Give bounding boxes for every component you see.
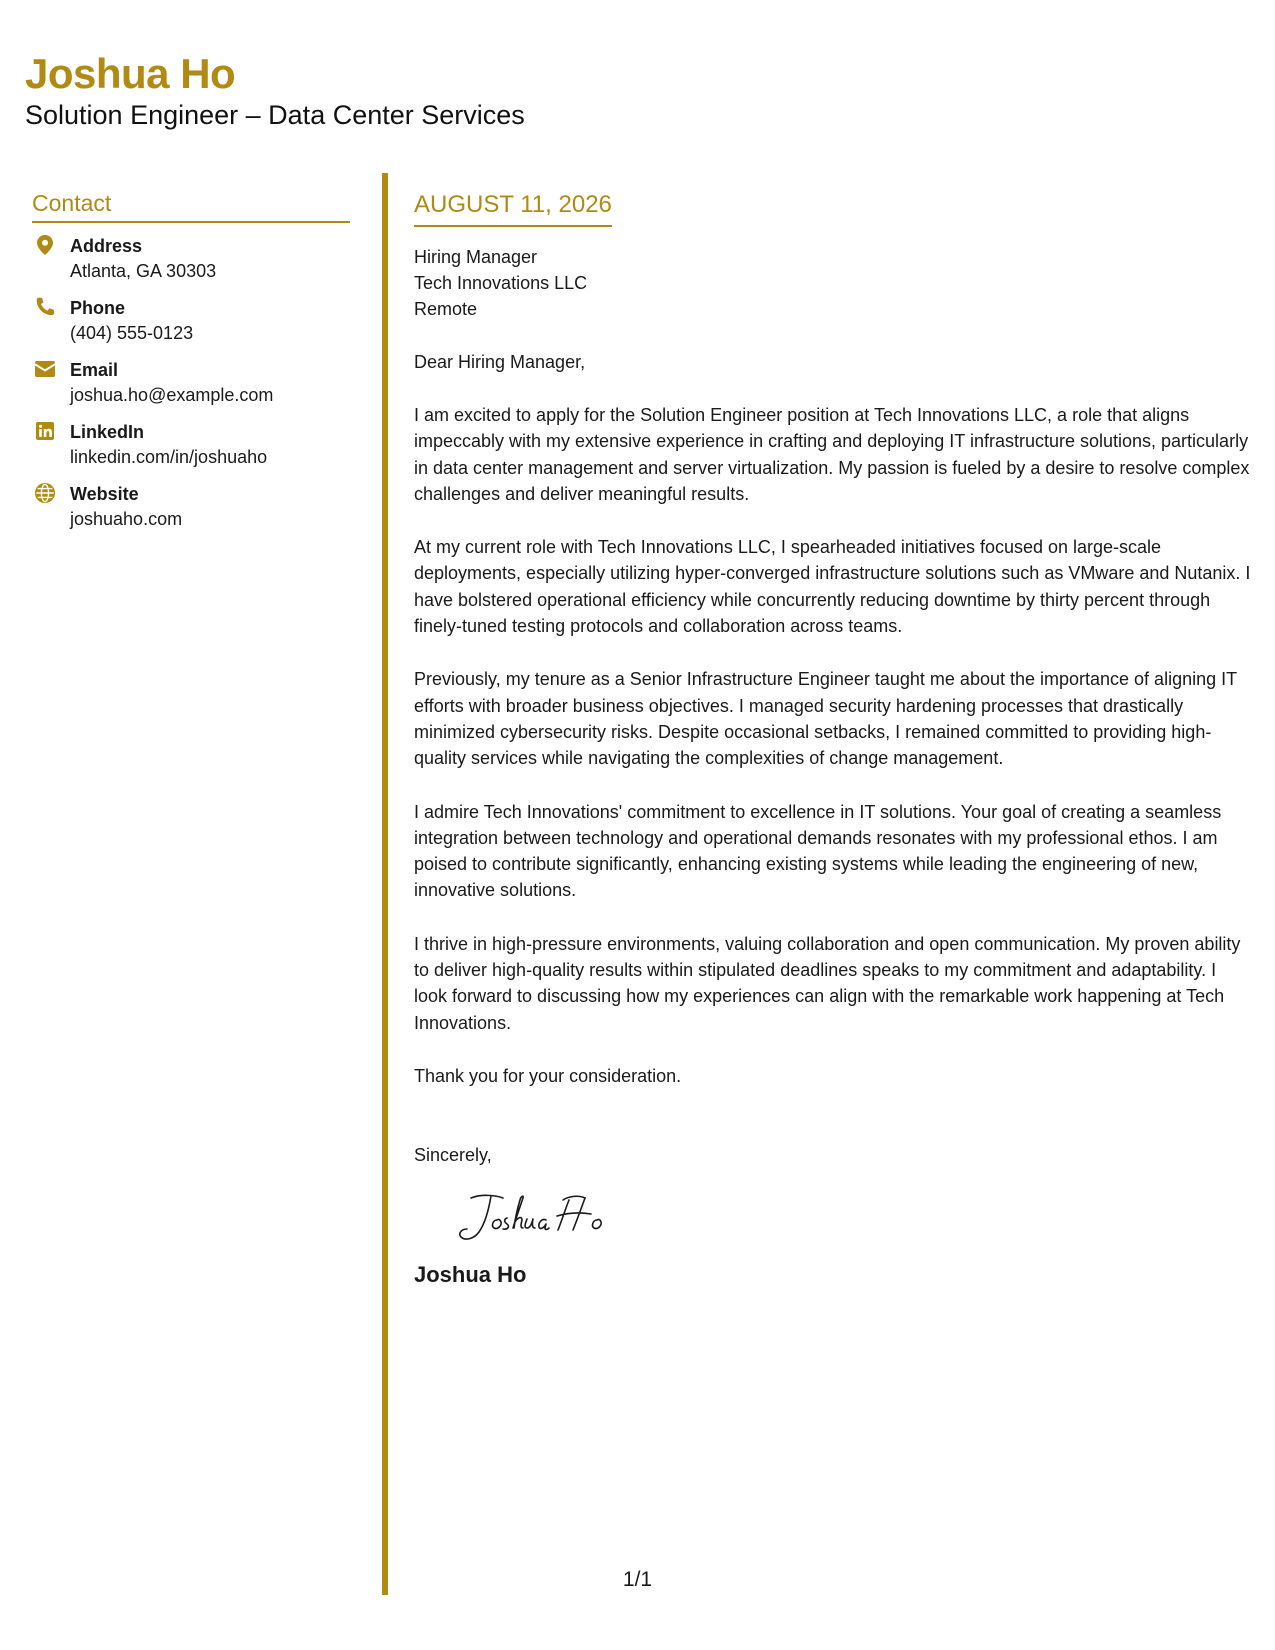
applicant-name: Joshua Ho <box>25 50 236 97</box>
contact-text <box>70 420 267 470</box>
body-paragraph: I am excited to apply for the Solution Engineer position at Tech Innovations LLC, a role that aligns impeccably with my extensive experience in crafting and deploying IT infrastructure solutions, particularly in data center management and server virtualization. My passion is fueled by a desire to resolve complex challenges and deliver meaningful results. <box>414 405 1250 504</box>
contact-text <box>70 358 273 408</box>
email-value: joshua.ho@example.com <box>70 385 274 405</box>
body-paragraph: I admire Tech Innovations' commitment to excellence in IT solutions. Your goal of creating a seamless integration between technology and operational demands resonates with my professional ethos. I am poised to contribute significantly, enhancing existing systems while leading the engineering of new, innovative solutions. <box>414 801 1222 901</box>
contact-label: Address <box>70 236 143 256</box>
salutation: Dear Hiring Manager, <box>414 352 586 372</box>
handwritten-signature <box>457 1192 647 1246</box>
linkedin-value: linkedin.com/in/joshuaho <box>70 447 268 467</box>
body-paragraph: I thrive in high-pressure environments, valuing collaboration and open communication. My proven ability to deliver high-quality results within stipulated deadlines speaks to my commitment and adaptability. I look forward to discussing how my experiences can align with the remarkable work happening at Tech Innovations. <box>414 933 1241 1033</box>
contact-item-linkedin <box>32 420 350 470</box>
recipient-location: Remote <box>414 299 478 319</box>
phone-value: (404) 555-0123 <box>70 323 194 343</box>
contact-item-website <box>32 482 350 532</box>
recipient-company: Tech Innovations LLC <box>414 273 588 293</box>
contact-label: Phone <box>70 298 126 318</box>
contact-text <box>70 482 182 532</box>
contact-item-address <box>32 234 350 284</box>
vertical-divider <box>382 173 388 1595</box>
contact-label: Website <box>70 484 139 504</box>
letter-body <box>414 190 1254 1289</box>
contact-item-email <box>32 358 350 408</box>
globe-icon <box>34 482 56 504</box>
envelope-icon <box>34 358 56 380</box>
contact-heading: Contact <box>32 188 350 223</box>
phone-icon <box>34 296 56 318</box>
closing: Sincerely, <box>414 1145 492 1166</box>
letter-header <box>25 50 525 132</box>
contact-item-phone <box>32 296 350 346</box>
contact-sidebar <box>32 188 350 544</box>
address-value: Atlanta, GA 30303 <box>70 261 217 281</box>
signer-name: Joshua Ho <box>414 1262 527 1288</box>
recipient-block <box>414 244 1254 322</box>
website-value: joshuaho.com <box>70 509 183 529</box>
applicant-title: Solution Engineer – Data Center Services <box>25 100 525 130</box>
contact-text <box>70 234 216 284</box>
contact-text <box>70 296 193 346</box>
body-paragraph: At my current role with Tech Innovations LLC, I spearheaded initiatives focused on large-scale deployments, especially utilizing hyper-converged infrastructure solutions such as VMware and Nutanix. I have bolstered operational efficiency while concurrently reducing downtime by thirty percent through finely-tuned testing protocols and collaboration across teams. <box>414 537 1251 637</box>
body-paragraph: Previously, my tenure as a Senior Infrastructure Engineer taught me about the importance of aligning IT efforts with broader business objectives. I managed security hardening processes that drastically minimized cybersecurity risks. Despite occasional setbacks, I remained committed to providing high-quality services while navigating the complexities of change management. <box>414 669 1237 769</box>
recipient-name: Hiring Manager <box>414 247 538 267</box>
thank-you-line: Thank you for your consideration. <box>414 1065 682 1086</box>
contact-label: LinkedIn <box>70 422 145 442</box>
contact-label: Email <box>70 360 119 380</box>
contact-list <box>32 234 350 532</box>
map-pin-icon <box>34 234 56 256</box>
linkedin-icon <box>34 420 56 442</box>
page-number: 1/1 <box>622 1568 653 1591</box>
letter-date: AUGUST 11, 2026 <box>414 190 612 227</box>
